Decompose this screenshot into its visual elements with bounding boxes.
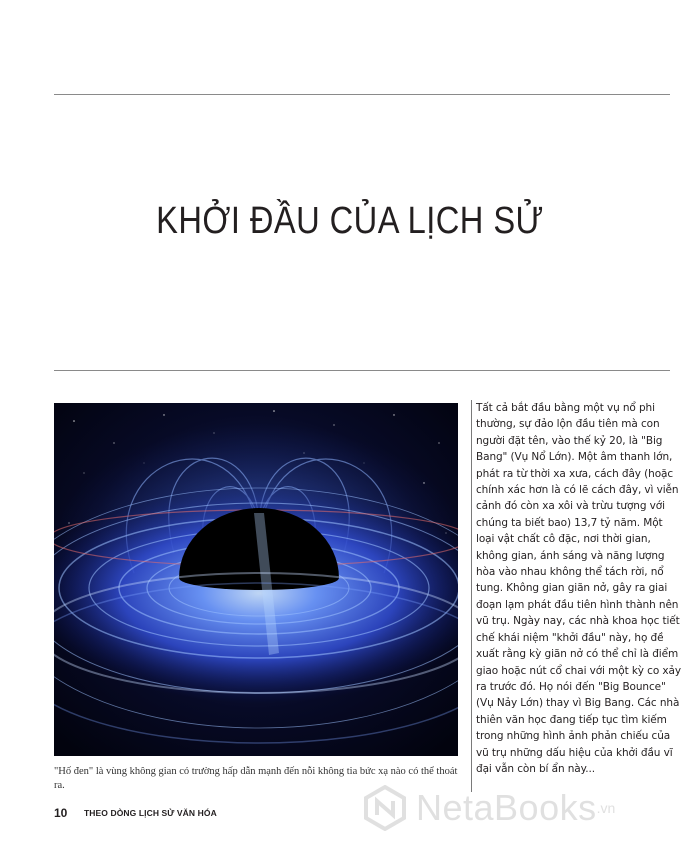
watermark <box>362 778 682 838</box>
netabooks-logo-icon <box>362 785 408 831</box>
top-rule <box>54 94 670 95</box>
middle-rule <box>54 370 670 371</box>
image-caption: "Hố đen" là vùng không gian có trường hấp dẫn mạnh đến nỗi không tia bức xạ nào có thể thoát ra. <box>54 766 458 791</box>
black-hole-image <box>54 403 458 756</box>
chapter-title: KHỞI ĐẦU CỦA LỊCH SỬ <box>156 200 544 242</box>
page-number: 10 <box>54 806 68 820</box>
body-paragraph: Tất cả bắt đầu bằng một vụ nổ phi thường, sự đảo lộn đầu tiên mà con người đặt tên, vào thế kỷ 20, là "Big Bang" (Vụ Nổ Lớn). Một âm thanh lớn, phát ra từ thời xa xưa, cách đây (hoặc chính xác hơn là có lẽ cách đây, vì viễn cảnh đó còn xa xôi và trừu tượng với chúng ta biết bao) 13,7 tỷ năm. Một loại vật chất cô đặc, nơi thời gian, không gian, ánh sáng và năng lượng hòa vào nhau không thể tách rời, nổ tung. Không gian giãn nở, gây ra giai đoạn lạm phát đầu tiên hình thành nên vũ trụ. Ngày nay, các nhà khoa học tiết chế khái niệm "khởi đầu" này, họ đề xuất rằng kỳ giãn nở có thể chỉ là điểm giao hoặc nút cổ chai với một kỳ co xảy ra trước đó. Họ nói đến "Big Bounce" (Vụ Nảy Lớn) thay vì Big Bang. Các nhà thiên văn học đang tiếp tục tìm kiếm trong những hình ảnh phản chiếu của vũ trụ những dấu hiệu của khởi đầu vĩ đại vẫn còn bí ẩn này... <box>471 400 682 792</box>
watermark-suffix: .vn <box>596 800 616 816</box>
running-footer: THEO DÒNG LỊCH SỬ VĂN HÓA <box>84 808 217 818</box>
watermark-brand: NetaBooks <box>416 787 597 828</box>
